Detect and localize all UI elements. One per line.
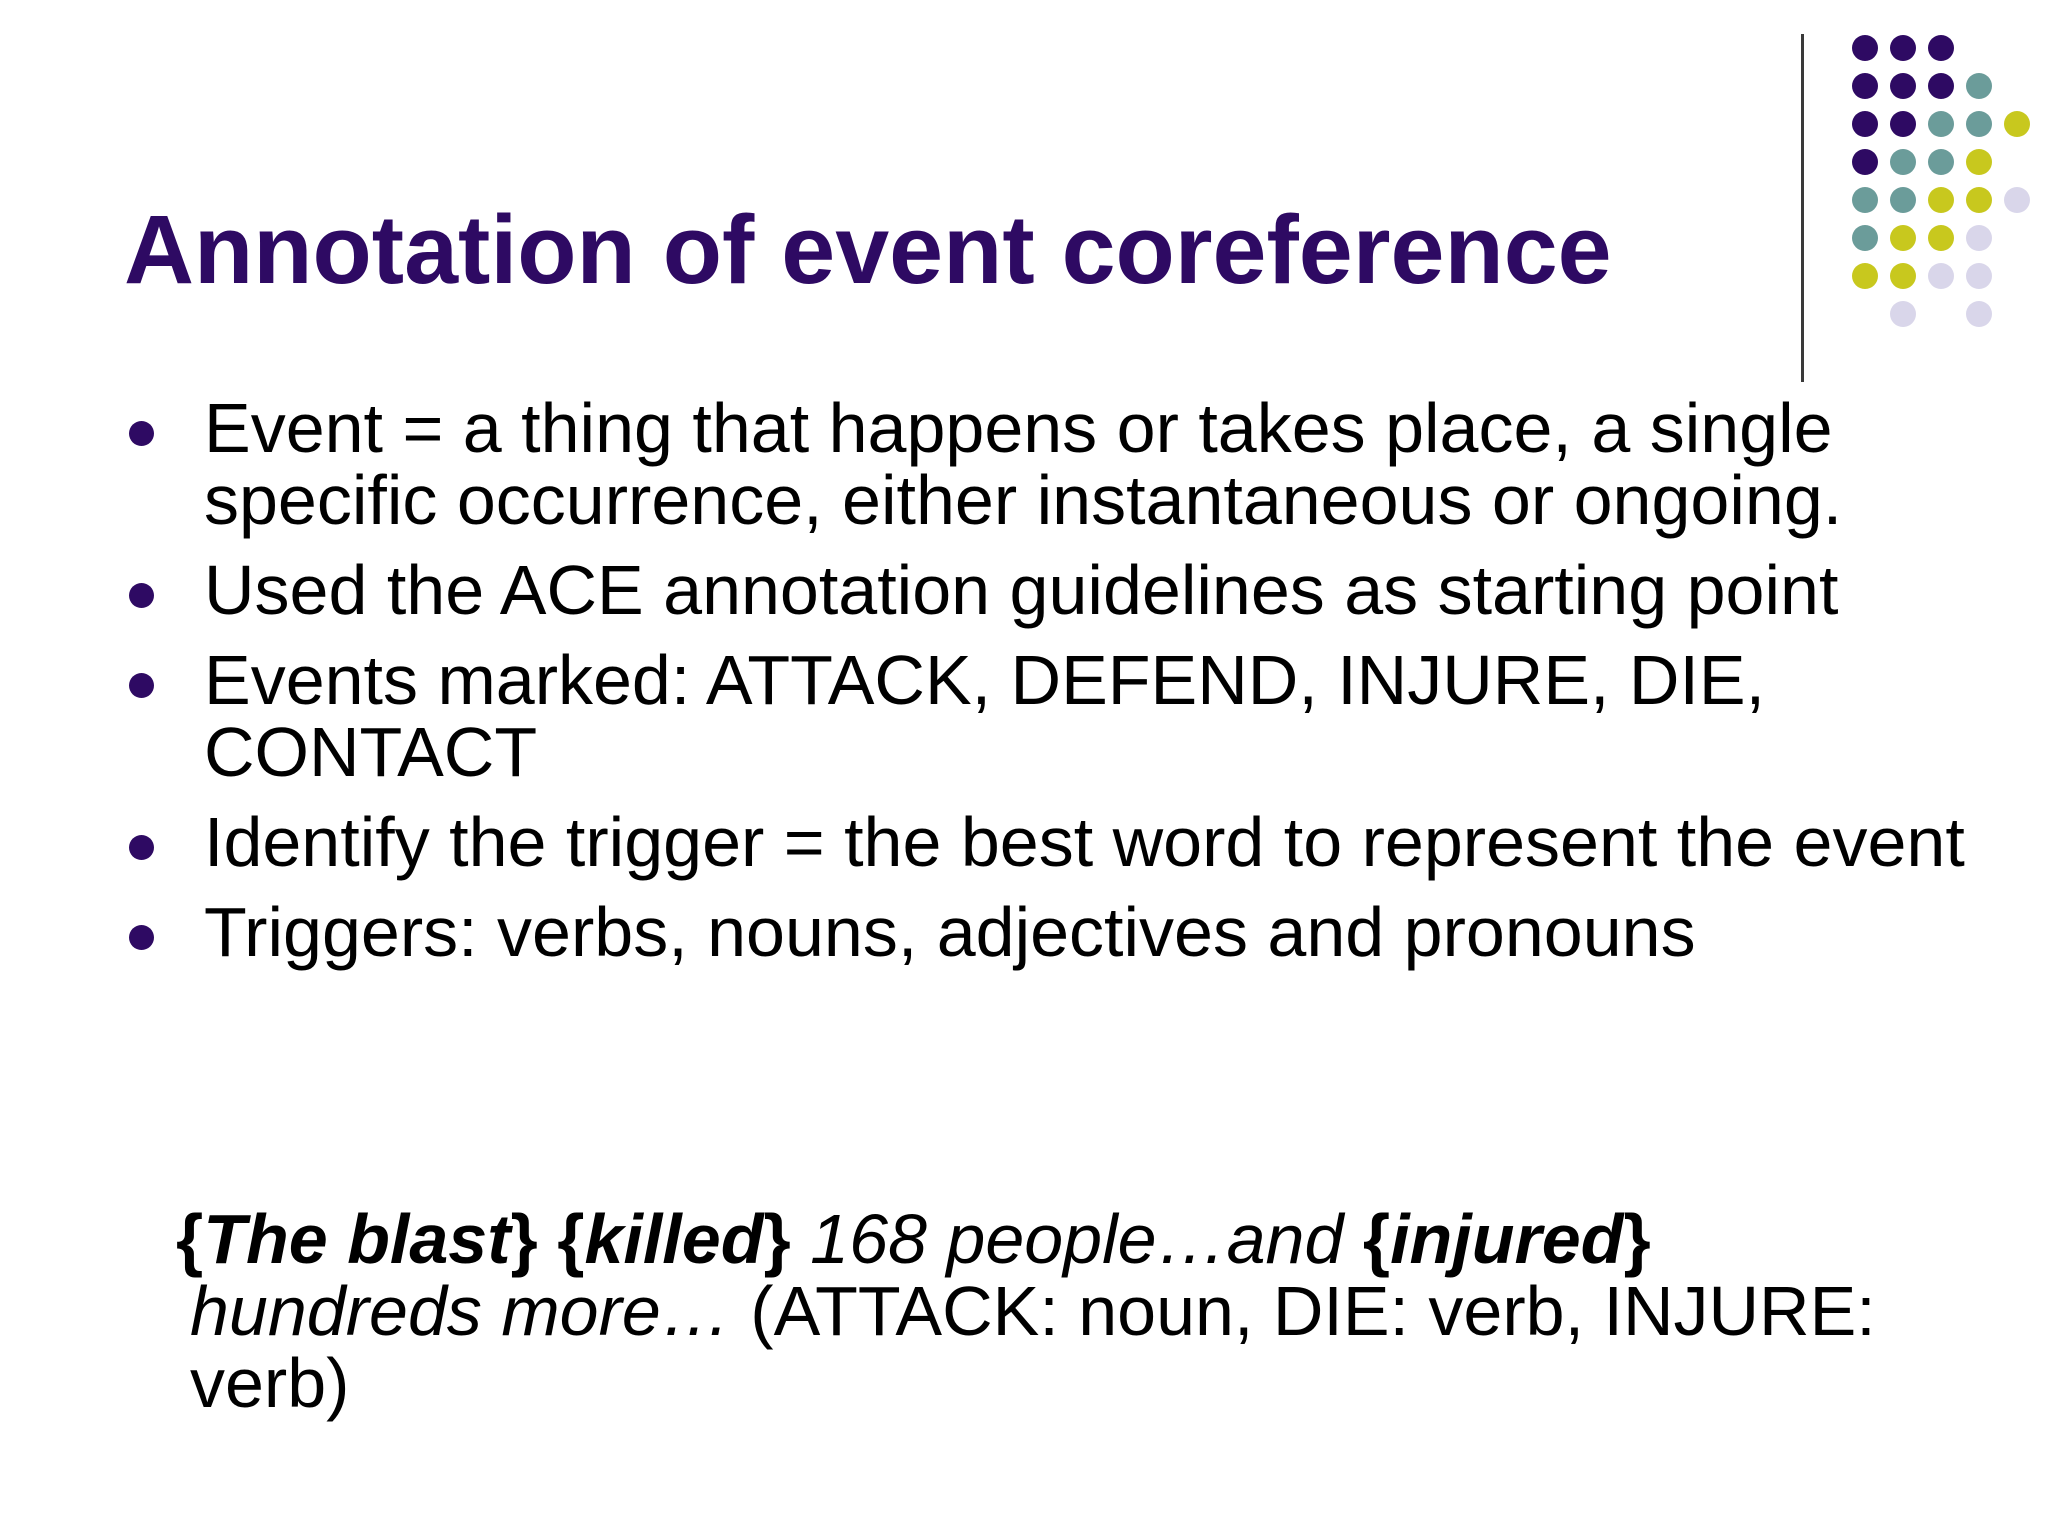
decoration-dot-purple [1852,149,1878,175]
decoration-dot-purple [1890,35,1916,61]
bullet-text: Identify the trigger = the best word to represent the event [204,803,1965,881]
decoration-dot-yellow [1928,225,1954,251]
brace-open: { [557,1200,585,1278]
bullet-item [124,551,2004,629]
decoration-dot-teal [1852,187,1878,213]
bullet-list [124,389,2004,986]
bullet-text: Event = a thing that happens or takes place, a single specific occurrence, either instantaneous or ongoing. [204,389,1843,539]
example-annotation: (ATTACK: noun, DIE: verb, INJURE: verb) [190,1272,1876,1422]
bullet-text: Events marked: ATTACK, DEFEND, INJURE, DIE, CONTACT [204,641,1766,791]
decoration-dot-lavender [2004,187,2030,213]
bullet-item [124,803,2004,881]
brace-close: } [763,1200,791,1278]
decoration-dot-teal [1966,73,1992,99]
decoration-dot-teal [1966,111,1992,137]
decoration-dot-yellow [1966,149,1992,175]
decoration-dot-lavender [1890,301,1916,327]
decoration-dot-yellow [1966,187,1992,213]
decoration-dot-purple [1852,73,1878,99]
bullet-dot-icon [129,673,154,698]
decoration-dot-purple [1890,73,1916,99]
bullet-dot-icon [129,583,154,608]
example-text: hundreds more… [190,1272,731,1350]
decoration-dot-lavender [1966,263,1992,289]
decoration-dot-yellow [1928,187,1954,213]
decoration-dot-yellow [1852,263,1878,289]
bullet-text: Triggers: verbs, nouns, adjectives and pronouns [204,893,1696,971]
decoration-dot-yellow [1890,263,1916,289]
decoration-dot-purple [1852,111,1878,137]
decoration-dot-lavender [1928,263,1954,289]
example-text: 168 people…and [790,1200,1363,1278]
bullet-item [124,389,2004,539]
decoration-dot-teal [1852,225,1878,251]
brace-open: { [1362,1200,1391,1278]
decoration-dot-yellow [1890,225,1916,251]
decoration-dot-teal [1928,149,1954,175]
decoration-dot-purple [1928,35,1954,61]
slide-title: Annotation of event coreference [124,195,1612,304]
trigger-killed: killed [584,1200,764,1278]
brace-close: } [510,1200,538,1278]
decoration-dot-purple [1852,35,1878,61]
bullet-dot-icon [129,421,154,446]
brace-open: { [176,1200,204,1278]
brace-close: } [1623,1200,1651,1278]
decoration-dot-purple [1928,73,1954,99]
divider-line [1801,34,1804,382]
decoration-dot-lavender [1966,225,1992,251]
decoration-dot-teal [1890,187,1916,213]
example-sentence [176,1200,1890,1422]
decoration-dot-purple [1890,111,1916,137]
bullet-item [124,893,2004,971]
decoration-dot-teal [1890,149,1916,175]
bullet-item [124,641,2004,791]
trigger-injured: injured [1390,1200,1624,1278]
decoration-dot-lavender [1966,301,1992,327]
bullet-text: Used the ACE annotation guidelines as starting point [204,551,1839,629]
bullet-dot-icon [129,925,154,950]
bullet-dot-icon [129,835,154,860]
decoration-dot-yellow [2004,111,2030,137]
decoration-dot-teal [1928,111,1954,137]
trigger-the-blast: The blast [203,1200,511,1278]
